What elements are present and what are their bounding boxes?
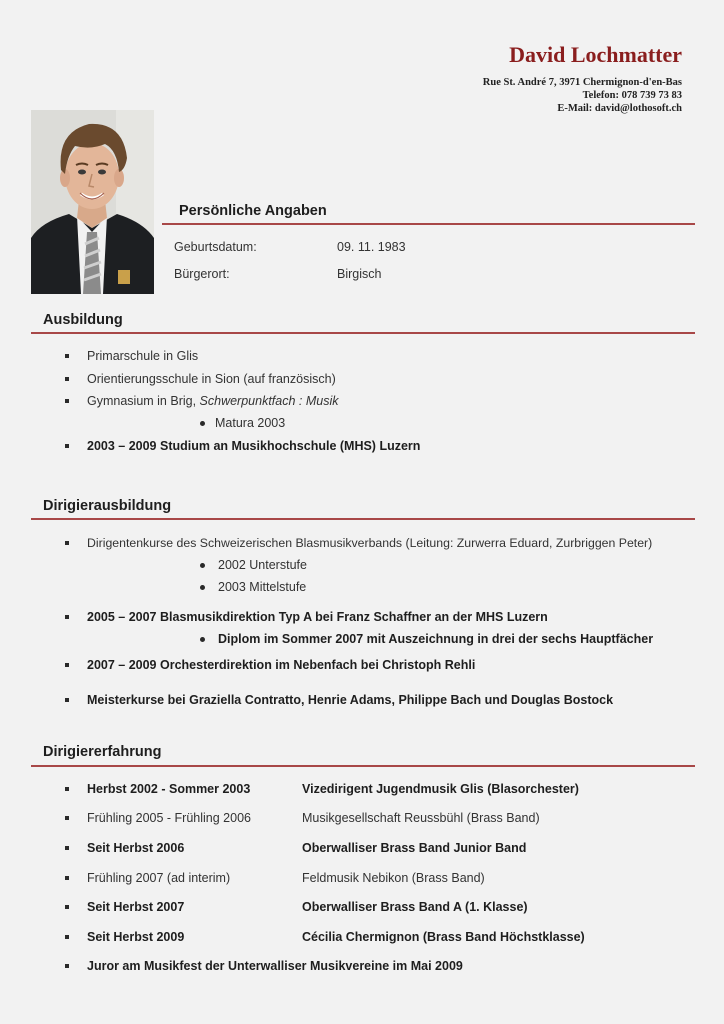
experience-date: Frühling 2007 (ad interim) xyxy=(87,871,231,885)
bullet-square xyxy=(65,846,69,850)
list-item-text: Gymnasium in Brig, xyxy=(87,394,200,408)
bullet-square xyxy=(65,399,69,403)
bullet-square xyxy=(65,698,69,702)
section-divider xyxy=(31,332,695,334)
section-divider xyxy=(31,765,695,767)
bullet-square xyxy=(65,787,69,791)
hometown-value: Birgisch xyxy=(337,267,382,281)
list-item: 2005 – 2007 Blasmusikdirektion Typ A bei Franz Schaffner an der MHS Luzern xyxy=(87,610,548,624)
experience-role: Feldmusik Nebikon (Brass Band) xyxy=(302,871,485,885)
experience-role: Musikgesellschaft Reussbühl (Brass Band) xyxy=(302,811,540,825)
bullet-square xyxy=(65,541,69,545)
section-divider xyxy=(162,223,695,225)
bullet-dot xyxy=(200,563,205,568)
list-item: Meisterkurse bei Graziella Contratto, Henrie Adams, Philippe Bach und Douglas Bostock xyxy=(87,693,614,707)
section-title-conducting-experience: Dirigiererfahrung xyxy=(43,744,162,760)
list-item: 2003 – 2009 Studium an Musikhochschule (MHS) Luzern xyxy=(87,439,421,453)
bullet-square xyxy=(65,444,69,448)
experience-role: Oberwalliser Brass Band A (1. Klasse) xyxy=(302,900,528,914)
section-divider xyxy=(31,518,695,520)
experience-date: Seit Herbst 2006 xyxy=(87,841,185,855)
address: Rue St. André 7, 3971 Chermignon-d'en-Bas xyxy=(482,77,682,88)
bullet-square xyxy=(65,377,69,381)
bullet-square xyxy=(65,816,69,820)
bullet-dot xyxy=(200,421,205,426)
birthdate-value: 09. 11. 1983 xyxy=(337,240,406,254)
experience-role: Oberwalliser Brass Band Junior Band xyxy=(302,841,527,855)
bullet-square xyxy=(65,615,69,619)
sub-list-item: 2003 Mittelstufe xyxy=(218,580,307,594)
sub-list-item: 2002 Unterstufe xyxy=(218,558,307,572)
portrait-photo xyxy=(31,110,154,294)
experience-date: Frühling 2005 - Frühling 2006 xyxy=(87,811,251,825)
experience-item: Juror am Musikfest der Unterwalliser Musikvereine im Mai 2009 xyxy=(87,959,463,973)
list-item-emphasis: Schwerpunktfach : Musik xyxy=(199,394,339,408)
phone: Telefon: 078 739 73 83 xyxy=(582,90,682,101)
bullet-square xyxy=(65,964,69,968)
section-title-conducting-education: Dirigierausbildung xyxy=(43,498,172,514)
bullet-dot xyxy=(200,637,205,642)
section-title-personal: Persönliche Angaben xyxy=(179,203,327,219)
experience-role: Vizedirigent Jugendmusik Glis (Blasorchester) xyxy=(302,782,579,796)
experience-role: Cécilia Chermignon (Brass Band Höchstklasse) xyxy=(302,930,585,944)
bullet-dot xyxy=(200,585,205,590)
experience-date: Seit Herbst 2007 xyxy=(87,900,185,914)
bullet-square xyxy=(65,354,69,358)
contact-block xyxy=(483,76,682,115)
sub-list-item: Diplom im Sommer 2007 mit Auszeichnung in drei der sechs Hauptfächer xyxy=(218,632,654,646)
section-title-education: Ausbildung xyxy=(43,312,123,328)
applicant-name: David Lochmatter xyxy=(509,42,682,67)
list-item: Orientierungsschule in Sion (auf französisch) xyxy=(87,372,336,386)
email: E-Mail: david@lothosoft.ch xyxy=(557,103,682,114)
sub-list-item: Matura 2003 xyxy=(215,416,286,430)
bullet-square xyxy=(65,935,69,939)
list-item: 2007 – 2009 Orchesterdirektion im Nebenfach bei Christoph Rehli xyxy=(87,658,476,672)
list-item: Dirigentenkurse des Schweizerischen Blasmusikverbands (Leitung: Zurwerra Eduard, Zurbriggen Peter) xyxy=(87,536,653,550)
portrait-image xyxy=(31,110,154,294)
experience-date: Herbst 2002 - Sommer 2003 xyxy=(87,782,251,796)
bullet-square xyxy=(65,663,69,667)
bullet-square xyxy=(65,876,69,880)
experience-date: Seit Herbst 2009 xyxy=(87,930,185,944)
list-item xyxy=(87,394,338,408)
birthdate-label: Geburtsdatum: xyxy=(174,240,257,254)
hometown-label: Bürgerort: xyxy=(174,267,230,281)
bullet-square xyxy=(65,905,69,909)
list-item: Primarschule in Glis xyxy=(87,349,199,363)
